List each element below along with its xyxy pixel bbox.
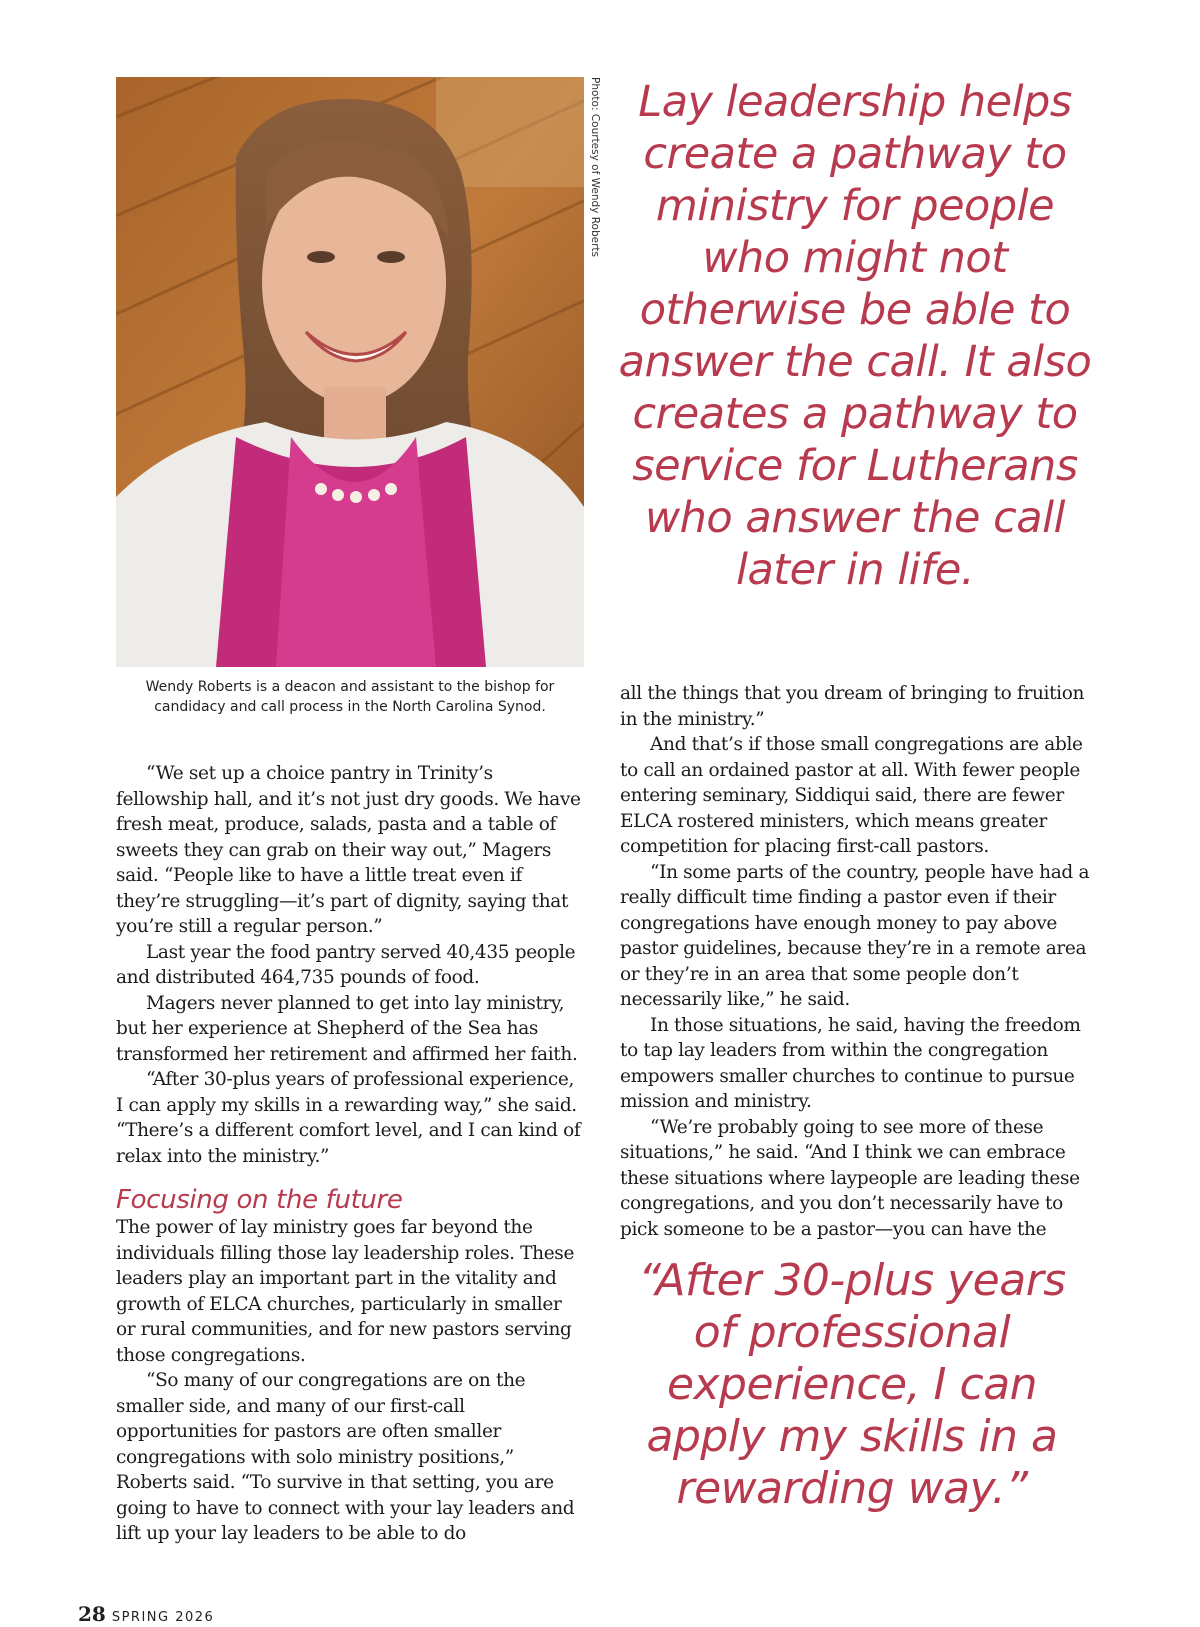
portrait-illustration — [116, 77, 584, 667]
left-paragraph-4: “After 30-plus years of professional experience, I can apply my skills in a rewarding way,” she said. “There’s a different comfort level, and I can kind of relax into the ministry.” — [116, 1069, 581, 1167]
right-paragraph-1: all the things that you dream of bringing to fruition in the ministry.” — [620, 683, 1085, 730]
pull-quote-top: Lay leadership helps create a pathway to ministry for people who might not otherwise be able to answer the call. It also creates a pathway to service for Lutherans who answer the call later in life. — [618, 77, 1092, 595]
left-paragraph-3: Magers never planned to get into lay ministry, but her experience at Shepherd of the Sea has transformed her retirement and affirmed her faith. — [116, 992, 578, 1065]
portrait-photo — [116, 77, 584, 667]
right-paragraph-4: In those situations, he said, having the freedom to tap lay leaders from within the congregation empowers smaller churches to continue to pursue mission and ministry. — [620, 1014, 1081, 1112]
left-paragraph-2: Last year the food pantry served 40,435 people and distributed 464,735 pounds of food. — [116, 941, 576, 988]
photo-credit: Photo: Courtesy of Wendy Roberts — [589, 77, 601, 257]
page-number: 28 — [78, 1602, 106, 1626]
photo-caption: Wendy Roberts is a deacon and assistant to the bishop for candidacy and call process in the North Carolina Synod. — [145, 679, 555, 715]
left-paragraph-5: The power of lay ministry goes far beyond the individuals filling those lay leadership roles. These leaders play an important part in the vitality and growth of ELCA churches, particularly in smaller or rural communities, and for new pastors serving those congregations. — [116, 1217, 575, 1366]
left-paragraph-1: “We set up a choice pantry in Trinity’s fellowship hall, and it’s not just dry goods. We have fresh meat, produce, salads, pasta and a table of sweets they can grab on their way out,” Magers said. “People like to have a little treat even if they’re struggling—it’s part of dignity, saying that you’re still a regular person.” — [116, 763, 581, 937]
page-footer — [78, 1602, 214, 1626]
right-paragraph-3: “In some parts of the country, people have had a really difficult time finding a pastor even if their congregations have enough money to pay above pastor guidelines, because they’re in a remote area or they’re in an area that some people don’t necessarily like,” he said. — [620, 861, 1090, 1010]
right-column — [620, 681, 1094, 1242]
right-paragraph-5: “We’re probably going to see more of these situations,” he said. “And I think we can embrace these situations where laypeople are leading these congregations, and you don’t necessarily have to pick someone to be a pastor—you can have the — [620, 1116, 1080, 1240]
issue-label: SPRING 2026 — [111, 1610, 215, 1625]
pull-quote-bottom: “After 30-plus years of professional experience, I can apply my skills in a rewarding way.” — [638, 1255, 1066, 1514]
right-paragraph-2: And that’s if those small congregations are able to call an ordained pastor at all. With fewer people entering seminary, Siddiqui said, there are fewer ELCA rostered ministers, which means greater competition for placing first-call pastors. — [620, 734, 1083, 857]
section-subhead: Focusing on the future — [116, 1185, 403, 1215]
left-column — [116, 761, 586, 1547]
left-paragraph-6: “So many of our congregations are on the smaller side, and many of our first-call opportunities for pastors are often smaller congregations with solo ministry positions,” Roberts said. “To survive in that setting, you are going to have to connect with your lay leaders and lift up your lay leaders to be able to do — [116, 1370, 575, 1544]
